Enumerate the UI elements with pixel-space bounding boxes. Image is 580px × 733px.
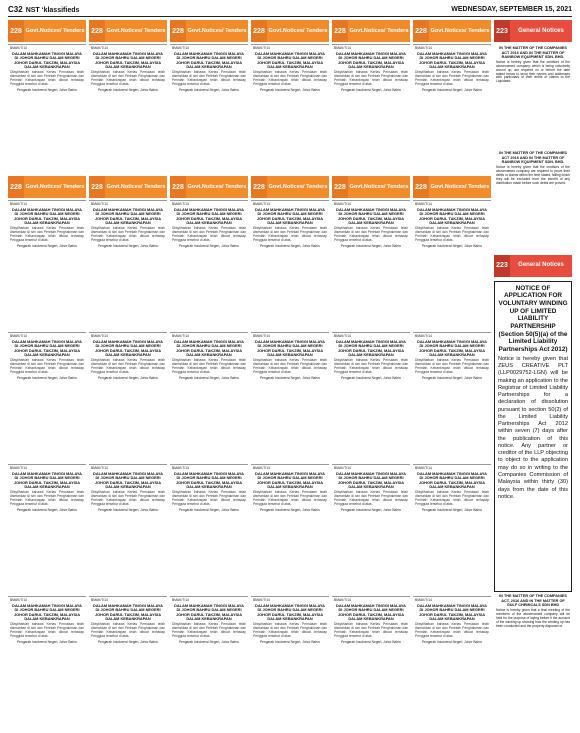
notice-title: DALAM MAHKAMAH TINGGI MALAYA DI JOHOR BAHRU DALAM NEGERI JOHOR DARUL TAKZIM, MALAYSIA DALAM KEBANKRAPAN xyxy=(417,470,487,490)
notice-ref: BMAK/T/14 xyxy=(91,46,108,50)
notice-ref: BMAK/T/14 xyxy=(415,598,432,602)
notice-sign: Pengarah Insolvensi Negeri, Johor Bahru xyxy=(340,243,402,248)
notice-title: DALAM MAHKAMAH TINGGI MALAYA DI JOHOR BAHRU DALAM NEGERI JOHOR DARUL TAKZIM, MALAYSIA DALAM KEBANKRAPAN xyxy=(336,338,406,358)
notice-title: DALAM MAHKAMAH TINGGI MALAYA DI JOHOR BAHRU DALAM NEGERI JOHOR DARUL TAKZIM, MALAYSIA DALAM KEBANKRAPAN xyxy=(255,206,325,226)
llp-notice-title: NOTICE OF APPLICATION FOR VOLUNTARY WINDING UP OF LIMITED LIABILITY PARTNERSHIP (Section 50(5)(a) of the Limited Liability Partnerships Act 2012) xyxy=(498,284,568,354)
notice-block xyxy=(170,332,248,464)
notice-block xyxy=(413,44,491,176)
notice-ref: BMAK/T/14 xyxy=(10,466,27,470)
section-title: General Notices xyxy=(510,20,572,42)
notice-block xyxy=(170,596,248,728)
notice-body: Diisytiharkan bahawa Kertas Pemulaan telah diserahkan di sini dan Perintah Penghakiman dan Perintah Kebankrapan telah dibuat terhadap Pengguta tersebut di atas. xyxy=(10,225,84,242)
notice-body: Diisytiharkan bahawa Kertas Pemulaan telah diserahkan di sini dan Perintah Penghakiman dan Perintah Kebankrapan telah dibuat terhadap Pengguta tersebut di atas. xyxy=(253,621,327,638)
notice-ref: BMAK/T/14 xyxy=(253,202,270,206)
column-7 xyxy=(494,20,572,728)
section-title: Govt.Notices/ Tenders xyxy=(105,20,167,42)
page-number: C32 xyxy=(8,5,23,14)
notice-sign: Pengarah Insolvensi Negeri, Johor Bahru xyxy=(421,639,483,644)
notice-title: DALAM MAHKAMAH TINGGI MALAYA DI JOHOR BAHRU DALAM NEGERI JOHOR DARUL TAKZIM, MALAYSIA DALAM KEBANKRAPAN xyxy=(336,50,406,70)
notice-title: DALAM MAHKAMAH TINGGI MALAYA DI JOHOR BAHRU DALAM NEGERI JOHOR DARUL TAKZIM, MALAYSIA DALAM KEBANKRAPAN xyxy=(417,206,487,226)
notice-title: DALAM MAHKAMAH TINGGI MALAYA DI JOHOR BAHRU DALAM NEGERI JOHOR DARUL TAKZIM, MALAYSIA DALAM KEBANKRAPAN xyxy=(174,338,244,358)
notice-block xyxy=(332,596,410,728)
notice-title: DALAM MAHKAMAH TINGGI MALAYA DI JOHOR BAHRU DALAM NEGERI JOHOR DARUL TAKZIM, MALAYSIA DALAM KEBANKRAPAN xyxy=(93,50,163,70)
section-code: 228 xyxy=(170,20,186,42)
section-code: 228 xyxy=(332,176,348,198)
notice-body: Diisytiharkan bahawa Kertas Pemulaan telah diserahkan di sini dan Perintah Penghakiman dan Perintah Kebankrapan telah dibuat terhadap Pengguta tersebut di atas. xyxy=(91,489,165,506)
notice-block xyxy=(170,464,248,596)
notice-ref: BMAK/T/14 xyxy=(253,598,270,602)
section-header-govt xyxy=(332,176,410,198)
notice-sign: Pengarah Insolvensi Negeri, Johor Bahru xyxy=(340,507,402,512)
notice-title: DALAM MAHKAMAH TINGGI MALAYA DI JOHOR BAHRU DALAM NEGERI JOHOR DARUL TAKZIM, MALAYSIA DALAM KEBANKRAPAN xyxy=(255,602,325,622)
notice-block xyxy=(89,464,167,596)
notice-ref: BMAK/T/14 xyxy=(172,598,189,602)
section-header-govt xyxy=(89,176,167,198)
notice-sign: Pengarah Insolvensi Negeri, Johor Bahru xyxy=(259,639,321,644)
notice-sign: Pengarah Insolvensi Negeri, Johor Bahru xyxy=(340,639,402,644)
section-code: 228 xyxy=(251,20,267,42)
notice-sign: Pengarah Insolvensi Negeri, Johor Bahru xyxy=(178,375,240,380)
notice-block xyxy=(89,596,167,728)
notice-sign: Pengarah Insolvensi Negeri, Johor Bahru xyxy=(16,243,78,248)
notice-body: Diisytiharkan bahawa Kertas Pemulaan telah diserahkan di sini dan Perintah Penghakiman dan Perintah Kebankrapan telah dibuat terhadap Pengguta tersebut di atas. xyxy=(10,621,84,638)
notice-ref: BMAK/T/14 xyxy=(91,334,108,338)
notice-body: Diisytiharkan bahawa Kertas Pemulaan telah diserahkan di sini dan Perintah Penghakiman dan Perintah Kebankrapan telah dibuat terhadap Pengguta tersebut di atas. xyxy=(415,489,489,506)
notice-title: DALAM MAHKAMAH TINGGI MALAYA DI JOHOR BAHRU DALAM NEGERI JOHOR DARUL TAKZIM, MALAYSIA DALAM KEBANKRAPAN xyxy=(174,470,244,490)
notice-ref: BMAK/T/14 xyxy=(334,598,351,602)
section-title: Govt.Notices/ Tenders xyxy=(105,176,167,198)
notice-body: Diisytiharkan bahawa Kertas Pemulaan telah diserahkan di sini dan Perintah Penghakiman dan Perintah Kebankrapan telah dibuat terhadap Pengguta tersebut di atas. xyxy=(253,489,327,506)
column-2 xyxy=(89,20,167,728)
notice-title: DALAM MAHKAMAH TINGGI MALAYA DI JOHOR BAHRU DALAM NEGERI JOHOR DARUL TAKZIM, MALAYSIA DALAM KEBANKRAPAN xyxy=(12,602,82,622)
notice-title: DALAM MAHKAMAH TINGGI MALAYA DI JOHOR BAHRU DALAM NEGERI JOHOR DARUL TAKZIM, MALAYSIA DALAM KEBANKRAPAN xyxy=(417,338,487,358)
section-header-govt xyxy=(170,20,248,42)
notice-body: Diisytiharkan bahawa Kertas Pemulaan telah diserahkan di sini dan Perintah Penghakiman dan Perintah Kebankrapan telah dibuat terhadap Pengguta tersebut di atas. xyxy=(172,225,246,242)
notice-ref: BMAK/T/14 xyxy=(10,334,27,338)
notice-sign: Pengarah Insolvensi Negeri, Johor Bahru xyxy=(421,375,483,380)
gulf-chemicals-notice xyxy=(494,592,572,728)
section-title: Govt.Notices/ Tenders xyxy=(186,176,248,198)
notice-block xyxy=(413,596,491,728)
notice-body: Diisytiharkan bahawa Kertas Pemulaan telah diserahkan di sini dan Perintah Penghakiman dan Perintah Kebankrapan telah dibuat terhadap Pengguta tersebut di atas. xyxy=(334,489,408,506)
notice-sign: Pengarah Insolvensi Negeri, Johor Bahru xyxy=(16,87,78,92)
section-title: Govt.Notices/ Tenders xyxy=(429,176,491,198)
general-notice-body: Notice is hereby given that the creditors of the abovenamed company are required to prove their debts or claims within the time stated, failing which they will be excluded from the benefit of any distribution made before such debts are proved. xyxy=(496,164,570,185)
section-title: General Notices xyxy=(510,255,572,277)
classifieds-grid xyxy=(8,20,572,728)
notice-block xyxy=(89,200,167,332)
section-title: Govt.Notices/ Tenders xyxy=(348,20,410,42)
notice-body: Diisytiharkan bahawa Kertas Pemulaan telah diserahkan di sini dan Perintah Penghakiman dan Perintah Kebankrapan telah dibuat terhadap Pengguta tersebut di atas. xyxy=(91,225,165,242)
column-3 xyxy=(170,20,248,728)
notice-body: Diisytiharkan bahawa Kertas Pemulaan telah diserahkan di sini dan Perintah Penghakiman dan Perintah Kebankrapan telah dibuat terhadap Pengguta tersebut di atas. xyxy=(91,357,165,374)
section-header-general xyxy=(494,20,572,42)
notice-block xyxy=(8,464,86,596)
notice-ref: BMAK/T/14 xyxy=(10,46,27,50)
llp-notice-body: Notice is hereby given that ZEUS CREATIVE PLT (LLP0029752-LGN) will be making an application to the Registrar of Limited Liability Partnerships for a declaration of dissolution pursuant to section 50(2) of the Limited Liability Partnerships Act 2012 within seven (7) days after the publication of this notice. Any partner or creditor of the LLP objecting to object to the application may do so in writing to the Companies Commission of Malaysia within thirty (30) days from the date of this notice. xyxy=(498,355,568,500)
notice-title: DALAM MAHKAMAH TINGGI MALAYA DI JOHOR BAHRU DALAM NEGERI JOHOR DARUL TAKZIM, MALAYSIA DALAM KEBANKRAPAN xyxy=(12,50,82,70)
notice-ref: BMAK/T/14 xyxy=(253,466,270,470)
llp-winding-up-notice xyxy=(494,281,572,593)
section-header-govt xyxy=(413,20,491,42)
notice-sign: Pengarah Insolvensi Negeri, Johor Bahru xyxy=(16,639,78,644)
notice-block xyxy=(8,44,86,176)
notice-sign: Pengarah Insolvensi Negeri, Johor Bahru xyxy=(178,243,240,248)
section-title: Govt.Notices/ Tenders xyxy=(267,176,329,198)
notice-body: Diisytiharkan bahawa Kertas Pemulaan telah diserahkan di sini dan Perintah Penghakiman dan Perintah Kebankrapan telah dibuat terhadap Pengguta tersebut di atas. xyxy=(10,69,84,86)
notice-sign: Pengarah Insolvensi Negeri, Johor Bahru xyxy=(97,639,159,644)
section-title: Govt.Notices/ Tenders xyxy=(24,176,86,198)
notice-body: Diisytiharkan bahawa Kertas Pemulaan telah diserahkan di sini dan Perintah Penghakiman dan Perintah Kebankrapan telah dibuat terhadap Pengguta tersebut di atas. xyxy=(334,69,408,86)
section-code: 228 xyxy=(8,20,24,42)
notice-title: DALAM MAHKAMAH TINGGI MALAYA DI JOHOR BAHRU DALAM NEGERI JOHOR DARUL TAKZIM, MALAYSIA DALAM KEBANKRAPAN xyxy=(417,602,487,622)
section-header-govt xyxy=(251,176,329,198)
notice-block xyxy=(8,596,86,728)
notice-title: DALAM MAHKAMAH TINGGI MALAYA DI JOHOR BAHRU DALAM NEGERI JOHOR DARUL TAKZIM, MALAYSIA DALAM KEBANKRAPAN xyxy=(12,338,82,358)
notice-ref: BMAK/T/14 xyxy=(91,202,108,206)
notice-ref: BMAK/T/14 xyxy=(172,46,189,50)
notice-title: DALAM MAHKAMAH TINGGI MALAYA DI JOHOR BAHRU DALAM NEGERI JOHOR DARUL TAKZIM, MALAYSIA DALAM KEBANKRAPAN xyxy=(255,470,325,490)
notice-ref: BMAK/T/14 xyxy=(415,466,432,470)
notice-ref: BMAK/T/14 xyxy=(91,466,108,470)
notice-sign: Pengarah Insolvensi Negeri, Johor Bahru xyxy=(178,507,240,512)
notice-sign: Pengarah Insolvensi Negeri, Johor Bahru xyxy=(16,507,78,512)
notice-body: Diisytiharkan bahawa Kertas Pemulaan telah diserahkan di sini dan Perintah Penghakiman dan Perintah Kebankrapan telah dibuat terhadap Pengguta tersebut di atas. xyxy=(415,621,489,638)
page-header-left xyxy=(8,5,79,14)
notice-ref: BMAK/T/14 xyxy=(10,202,27,206)
notice-body: Diisytiharkan bahawa Kertas Pemulaan telah diserahkan di sini dan Perintah Penghakiman dan Perintah Kebankrapan telah dibuat terhadap Pengguta tersebut di atas. xyxy=(172,489,246,506)
notice-block xyxy=(251,464,329,596)
notice-sign: Pengarah Insolvensi Negeri, Johor Bahru xyxy=(421,243,483,248)
section-code: 228 xyxy=(332,20,348,42)
column-5 xyxy=(332,20,410,728)
notice-title: DALAM MAHKAMAH TINGGI MALAYA DI JOHOR BAHRU DALAM NEGERI JOHOR DARUL TAKZIM, MALAYSIA DALAM KEBANKRAPAN xyxy=(336,470,406,490)
notice-ref: BMAK/T/14 xyxy=(334,202,351,206)
notice-block xyxy=(251,200,329,332)
section-header-govt xyxy=(8,20,86,42)
section-header-govt xyxy=(251,20,329,42)
column-4 xyxy=(251,20,329,728)
notice-block xyxy=(8,200,86,332)
notice-body: Diisytiharkan bahawa Kertas Pemulaan telah diserahkan di sini dan Perintah Penghakiman dan Perintah Kebankrapan telah dibuat terhadap Pengguta tersebut di atas. xyxy=(415,225,489,242)
section-title: Govt.Notices/ Tenders xyxy=(429,20,491,42)
notice-body: Diisytiharkan bahawa Kertas Pemulaan telah diserahkan di sini dan Perintah Penghakiman dan Perintah Kebankrapan telah dibuat terhadap Pengguta tersebut di atas. xyxy=(253,225,327,242)
section-header-govt xyxy=(8,176,86,198)
notice-block xyxy=(8,332,86,464)
notice-sign: Pengarah Insolvensi Negeri, Johor Bahru xyxy=(340,375,402,380)
notice-title: DALAM MAHKAMAH TINGGI MALAYA DI JOHOR BAHRU DALAM NEGERI JOHOR DARUL TAKZIM, MALAYSIA DALAM KEBANKRAPAN xyxy=(93,338,163,358)
notice-body: Diisytiharkan bahawa Kertas Pemulaan telah diserahkan di sini dan Perintah Penghakiman dan Perintah Kebankrapan telah dibuat terhadap Pengguta tersebut di atas. xyxy=(334,225,408,242)
notice-body: Diisytiharkan bahawa Kertas Pemulaan telah diserahkan di sini dan Perintah Penghakiman dan Perintah Kebankrapan telah dibuat terhadap Pengguta tersebut di atas. xyxy=(91,69,165,86)
notice-body: Diisytiharkan bahawa Kertas Pemulaan telah diserahkan di sini dan Perintah Penghakiman dan Perintah Kebankrapan telah dibuat terhadap Pengguta tersebut di atas. xyxy=(415,357,489,374)
section-code: 228 xyxy=(89,176,105,198)
notice-sign: Pengarah Insolvensi Negeri, Johor Bahru xyxy=(340,87,402,92)
notice-sign: Pengarah Insolvensi Negeri, Johor Bahru xyxy=(16,375,78,380)
section-code: 228 xyxy=(251,176,267,198)
section-title: Govt.Notices/ Tenders xyxy=(348,176,410,198)
notice-ref: BMAK/T/14 xyxy=(334,46,351,50)
notice-block xyxy=(251,44,329,176)
section-header-general xyxy=(494,255,572,277)
notice-body: Diisytiharkan bahawa Kertas Pemulaan telah diserahkan di sini dan Perintah Penghakiman dan Perintah Kebankrapan telah dibuat terhadap Pengguta tersebut di atas. xyxy=(10,489,84,506)
notice-body: Diisytiharkan bahawa Kertas Pemulaan telah diserahkan di sini dan Perintah Penghakiman dan Perintah Kebankrapan telah dibuat terhadap Pengguta tersebut di atas. xyxy=(334,621,408,638)
section-header-govt xyxy=(413,176,491,198)
notice-block xyxy=(332,332,410,464)
section-name: NST ‘klassifieds xyxy=(25,7,80,14)
general-notice-title: IN THE MATTER OF THE COMPANIES ACT 2016 AND IN THE MATTER OF RAINBOW EQUIPMENT SDN. BHD. xyxy=(499,151,567,165)
notice-ref: BMAK/T/14 xyxy=(415,202,432,206)
gulf-notice-title: IN THE MATTER OF THE COMPANIES ACT, 2016 AND IN THE MATTER OF GULF CHEMICALS SDN BHD xyxy=(499,594,567,608)
notice-body: Diisytiharkan bahawa Kertas Pemulaan telah diserahkan di sini dan Perintah Penghakiman dan Perintah Kebankrapan telah dibuat terhadap Pengguta tersebut di atas. xyxy=(334,357,408,374)
notice-sign: Pengarah Insolvensi Negeri, Johor Bahru xyxy=(97,243,159,248)
section-title: Govt.Notices/ Tenders xyxy=(24,20,86,42)
notice-sign: Pengarah Insolvensi Negeri, Johor Bahru xyxy=(97,87,159,92)
notice-title: DALAM MAHKAMAH TINGGI MALAYA DI JOHOR BAHRU DALAM NEGERI JOHOR DARUL TAKZIM, MALAYSIA DALAM KEBANKRAPAN xyxy=(336,206,406,226)
notice-block xyxy=(170,44,248,176)
notice-title: DALAM MAHKAMAH TINGGI MALAYA DI JOHOR BAHRU DALAM NEGERI JOHOR DARUL TAKZIM, MALAYSIA DALAM KEBANKRAPAN xyxy=(93,602,163,622)
notice-body: Diisytiharkan bahawa Kertas Pemulaan telah diserahkan di sini dan Perintah Penghakiman dan Perintah Kebankrapan telah dibuat terhadap Pengguta tersebut di atas. xyxy=(91,621,165,638)
section-code: 228 xyxy=(413,20,429,42)
notice-sign: Pengarah Insolvensi Negeri, Johor Bahru xyxy=(259,87,321,92)
notice-body: Diisytiharkan bahawa Kertas Pemulaan telah diserahkan di sini dan Perintah Penghakiman dan Perintah Kebankrapan telah dibuat terhadap Pengguta tersebut di atas. xyxy=(10,357,84,374)
notice-ref: BMAK/T/14 xyxy=(172,466,189,470)
notice-block xyxy=(170,200,248,332)
notice-ref: BMAK/T/14 xyxy=(10,598,27,602)
page-date: WEDNESDAY, SEPTEMBER 15, 2021 xyxy=(451,6,572,13)
notice-ref: BMAK/T/14 xyxy=(415,334,432,338)
notice-title: DALAM MAHKAMAH TINGGI MALAYA DI JOHOR BAHRU DALAM NEGERI JOHOR DARUL TAKZIM, MALAYSIA DALAM KEBANKRAPAN xyxy=(12,470,82,490)
notice-ref: BMAK/T/14 xyxy=(91,598,108,602)
section-code: 228 xyxy=(170,176,186,198)
notice-block xyxy=(332,464,410,596)
notice-sign: Pengarah Insolvensi Negeri, Johor Bahru xyxy=(259,243,321,248)
notice-title: DALAM MAHKAMAH TINGGI MALAYA DI JOHOR BAHRU DALAM NEGERI JOHOR DARUL TAKZIM, MALAYSIA DALAM KEBANKRAPAN xyxy=(255,338,325,358)
notice-block xyxy=(89,332,167,464)
notice-block xyxy=(251,596,329,728)
notice-title: DALAM MAHKAMAH TINGGI MALAYA DI JOHOR BAHRU DALAM NEGERI JOHOR DARUL TAKZIM, MALAYSIA DALAM KEBANKRAPAN xyxy=(255,50,325,70)
notice-block xyxy=(332,44,410,176)
general-notice xyxy=(494,44,572,149)
notice-title: DALAM MAHKAMAH TINGGI MALAYA DI JOHOR BAHRU DALAM NEGERI JOHOR DARUL TAKZIM, MALAYSIA DALAM KEBANKRAPAN xyxy=(174,602,244,622)
section-title: Govt.Notices/ Tenders xyxy=(186,20,248,42)
notice-title: DALAM MAHKAMAH TINGGI MALAYA DI JOHOR BAHRU DALAM NEGERI JOHOR DARUL TAKZIM, MALAYSIA DALAM KEBANKRAPAN xyxy=(93,470,163,490)
notice-title: DALAM MAHKAMAH TINGGI MALAYA DI JOHOR BAHRU DALAM NEGERI JOHOR DARUL TAKZIM, MALAYSIA DALAM KEBANKRAPAN xyxy=(417,50,487,70)
notice-block xyxy=(413,332,491,464)
notice-block xyxy=(413,464,491,596)
section-header-govt xyxy=(89,20,167,42)
section-header-govt xyxy=(170,176,248,198)
notice-body: Diisytiharkan bahawa Kertas Pemulaan telah diserahkan di sini dan Perintah Penghakiman dan Perintah Kebankrapan telah dibuat terhadap Pengguta tersebut di atas. xyxy=(415,69,489,86)
notice-ref: BMAK/T/14 xyxy=(334,466,351,470)
notice-ref: BMAK/T/14 xyxy=(334,334,351,338)
notice-sign: Pengarah Insolvensi Negeri, Johor Bahru xyxy=(259,507,321,512)
notice-ref: BMAK/T/14 xyxy=(253,334,270,338)
notice-body: Diisytiharkan bahawa Kertas Pemulaan telah diserahkan di sini dan Perintah Penghakiman dan Perintah Kebankrapan telah dibuat terhadap Pengguta tersebut di atas. xyxy=(172,621,246,638)
notice-ref: BMAK/T/14 xyxy=(253,46,270,50)
page-header xyxy=(8,3,572,17)
notice-block xyxy=(332,200,410,332)
general-notice xyxy=(494,149,572,254)
notice-sign: Pengarah Insolvensi Negeri, Johor Bahru xyxy=(259,375,321,380)
column-6 xyxy=(413,20,491,728)
notice-body: Diisytiharkan bahawa Kertas Pemulaan telah diserahkan di sini dan Perintah Penghakiman dan Perintah Kebankrapan telah dibuat terhadap Pengguta tersebut di atas. xyxy=(172,69,246,86)
notice-sign: Pengarah Insolvensi Negeri, Johor Bahru xyxy=(97,507,159,512)
column-1 xyxy=(8,20,86,728)
notice-title: DALAM MAHKAMAH TINGGI MALAYA DI JOHOR BAHRU DALAM NEGERI JOHOR DARUL TAKZIM, MALAYSIA DALAM KEBANKRAPAN xyxy=(336,602,406,622)
notice-body: Diisytiharkan bahawa Kertas Pemulaan telah diserahkan di sini dan Perintah Penghakiman dan Perintah Kebankrapan telah dibuat terhadap Pengguta tersebut di atas. xyxy=(172,357,246,374)
gulf-notice-body: Notice is hereby given that a final meeting of the members of the abovenamed company will be held for the purpose of laying before it the account of the winding up showing how the winding up has been conducted and the property disposed of. xyxy=(496,607,570,628)
notice-sign: Pengarah Insolvensi Negeri, Johor Bahru xyxy=(421,507,483,512)
notice-sign: Pengarah Insolvensi Negeri, Johor Bahru xyxy=(178,87,240,92)
notice-title: DALAM MAHKAMAH TINGGI MALAYA DI JOHOR BAHRU DALAM NEGERI JOHOR DARUL TAKZIM, MALAYSIA DALAM KEBANKRAPAN xyxy=(93,206,163,226)
notice-body: Diisytiharkan bahawa Kertas Pemulaan telah diserahkan di sini dan Perintah Penghakiman dan Perintah Kebankrapan telah dibuat terhadap Pengguta tersebut di atas. xyxy=(253,357,327,374)
notice-ref: BMAK/T/14 xyxy=(415,46,432,50)
notice-ref: BMAK/T/14 xyxy=(172,334,189,338)
section-code: 228 xyxy=(413,176,429,198)
notice-sign: Pengarah Insolvensi Negeri, Johor Bahru xyxy=(178,639,240,644)
notice-title: DALAM MAHKAMAH TINGGI MALAYA DI JOHOR BAHRU DALAM NEGERI JOHOR DARUL TAKZIM, MALAYSIA DALAM KEBANKRAPAN xyxy=(12,206,82,226)
notice-body: Diisytiharkan bahawa Kertas Pemulaan telah diserahkan di sini dan Perintah Penghakiman dan Perintah Kebankrapan telah dibuat terhadap Pengguta tersebut di atas. xyxy=(253,69,327,86)
notice-title: DALAM MAHKAMAH TINGGI MALAYA DI JOHOR BAHRU DALAM NEGERI JOHOR DARUL TAKZIM, MALAYSIA DALAM KEBANKRAPAN xyxy=(174,206,244,226)
notice-sign: Pengarah Insolvensi Negeri, Johor Bahru xyxy=(97,375,159,380)
notice-block xyxy=(89,44,167,176)
section-code: 228 xyxy=(89,20,105,42)
general-notice-title: IN THE MATTER OF THE COMPANIES ACT 2016 AND IN THE MATTER OF RAINBOW EQUIPMENT SDN. BHD. xyxy=(499,46,567,60)
notice-title: DALAM MAHKAMAH TINGGI MALAYA DI JOHOR BAHRU DALAM NEGERI JOHOR DARUL TAKZIM, MALAYSIA DALAM KEBANKRAPAN xyxy=(174,50,244,70)
section-header-govt xyxy=(332,20,410,42)
notice-block xyxy=(413,200,491,332)
notice-ref: BMAK/T/14 xyxy=(172,202,189,206)
section-code: 223 xyxy=(494,20,510,42)
section-code: 223 xyxy=(494,255,510,277)
general-notice-body: Notice is hereby given that the creditors of the abovenamed company, which is being voluntarily wound up, are required on or before the date stated below to send their names and addresses with particulars of their debts or claims to the Liquidator. xyxy=(496,59,570,84)
notice-block xyxy=(251,332,329,464)
notice-sign: Pengarah Insolvensi Negeri, Johor Bahru xyxy=(421,87,483,92)
section-title: Govt.Notices/ Tenders xyxy=(267,20,329,42)
section-code: 228 xyxy=(8,176,24,198)
